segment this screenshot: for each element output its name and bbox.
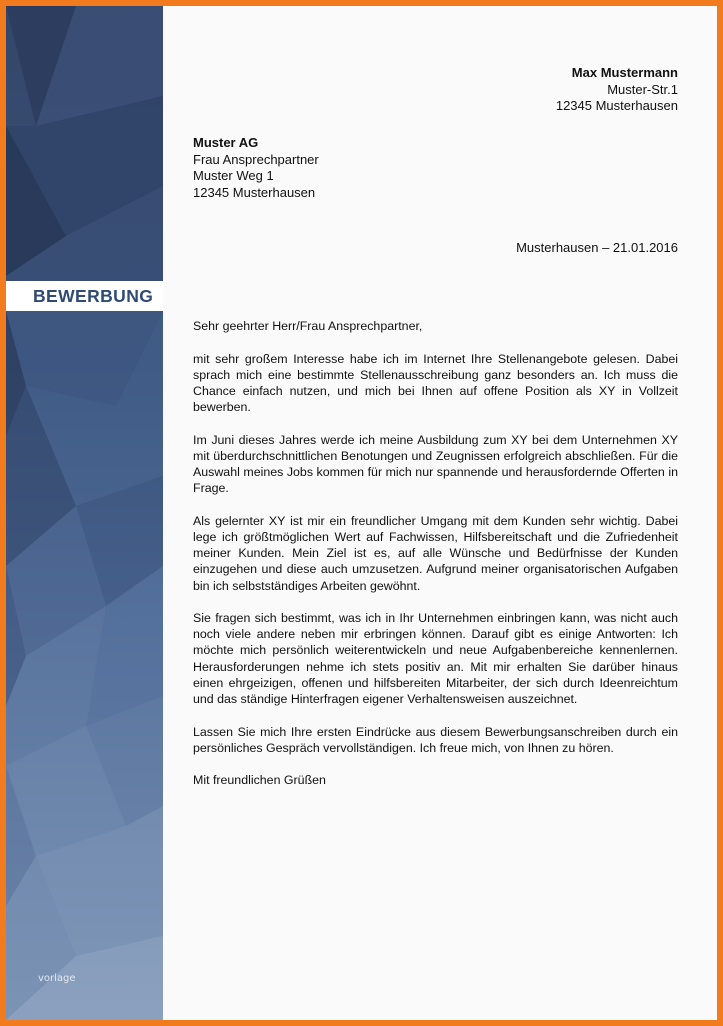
recipient-company: Muster AG xyxy=(193,135,259,150)
sender-address xyxy=(556,65,678,115)
recipient-street: Muster Weg 1 xyxy=(193,168,274,183)
letter-page xyxy=(6,6,717,1020)
sender-name: Max Mustermann xyxy=(571,65,678,80)
recipient-address xyxy=(193,135,319,201)
closing: Mit freundlichen Grüßen xyxy=(193,773,326,788)
paragraph: Im Juni dieses Jahres werde ich meine Ausbildung zum XY bei dem Unternehmen XY mit überdurchschnittlichen Benotungen und Zeugnissen erfolgreich abschließen. Für die Auswahl meines Jobs kommen für mich nur spannende und herausfordernde Offerten in Frage. xyxy=(193,432,678,496)
paragraph: Sie fragen sich bestimmt, was ich in Ihr Unternehmen einbringen kann, was nicht auch noch viele andere neben mir erbringen können. Darauf gibt es einige Antworten: Ich möchte mich persönlich weiterentwickeln und neue Aufgabenbereiche kennenlernen. Herausforderungen nehme ich stets positiv an. Mit mir erhalten Sie darüber hinaus einen ehrgeizigen, offenen und hilfsbereiten Mitarbeiter, der sich durch Ideenreichtum und das ständige Hinterfragen eigener Verhaltensweisen auszeichnet. xyxy=(193,611,678,707)
salutation: Sehr geehrter Herr/Frau Ansprechpartner, xyxy=(193,319,423,333)
sender-city: 12345 Musterhausen xyxy=(555,98,678,113)
polygon-background xyxy=(6,6,163,1020)
paragraph: mit sehr großem Interesse habe ich im Internet Ihre Stellenangebote gelesen. Dabei sprach mich eine bestimmte Stellenausschreibung ganz besonders an. Ich muss die Chance einfach nutzen, und mich bei Ihnen auf offene Position als XY in Vollzeit bewerben. xyxy=(193,351,678,415)
recipient-city: 12345 Musterhausen xyxy=(193,184,316,200)
letter-body xyxy=(193,318,678,805)
date-line: Musterhausen – 21.01.2016 xyxy=(516,240,678,255)
title-band xyxy=(6,281,163,311)
watermark: vorlage xyxy=(38,973,76,984)
sender-street: Muster-Str.1 xyxy=(607,81,678,97)
sidebar-title: BEWERBUNG xyxy=(33,286,154,306)
decorative-sidebar xyxy=(6,6,163,1020)
paragraph: Lassen Sie mich Ihre ersten Eindrücke aus diesem Bewerbungsanschreiben durch ein persönliches Gespräch vervollständigen. Ich freue mich, von Ihnen zu hören. xyxy=(193,724,678,755)
recipient-contact: Frau Ansprechpartner xyxy=(193,151,319,167)
paragraph: Als gelernter XY ist mir ein freundlicher Umgang mit dem Kunden sehr wichtig. Dabei lege ich größtmöglichen Wert auf Fachwissen, Hilfsbereitschaft und die Zufriedenheit meiner Kunden. Mein Ziel ist es, auf alle Wünsche und Bedürfnisse der Kunden einzugehen und diese auch umzusetzen. Aufgrund meiner organisatorischen Aufgaben bin ich selbstständiges Arbeiten gewöhnt. xyxy=(193,513,678,593)
